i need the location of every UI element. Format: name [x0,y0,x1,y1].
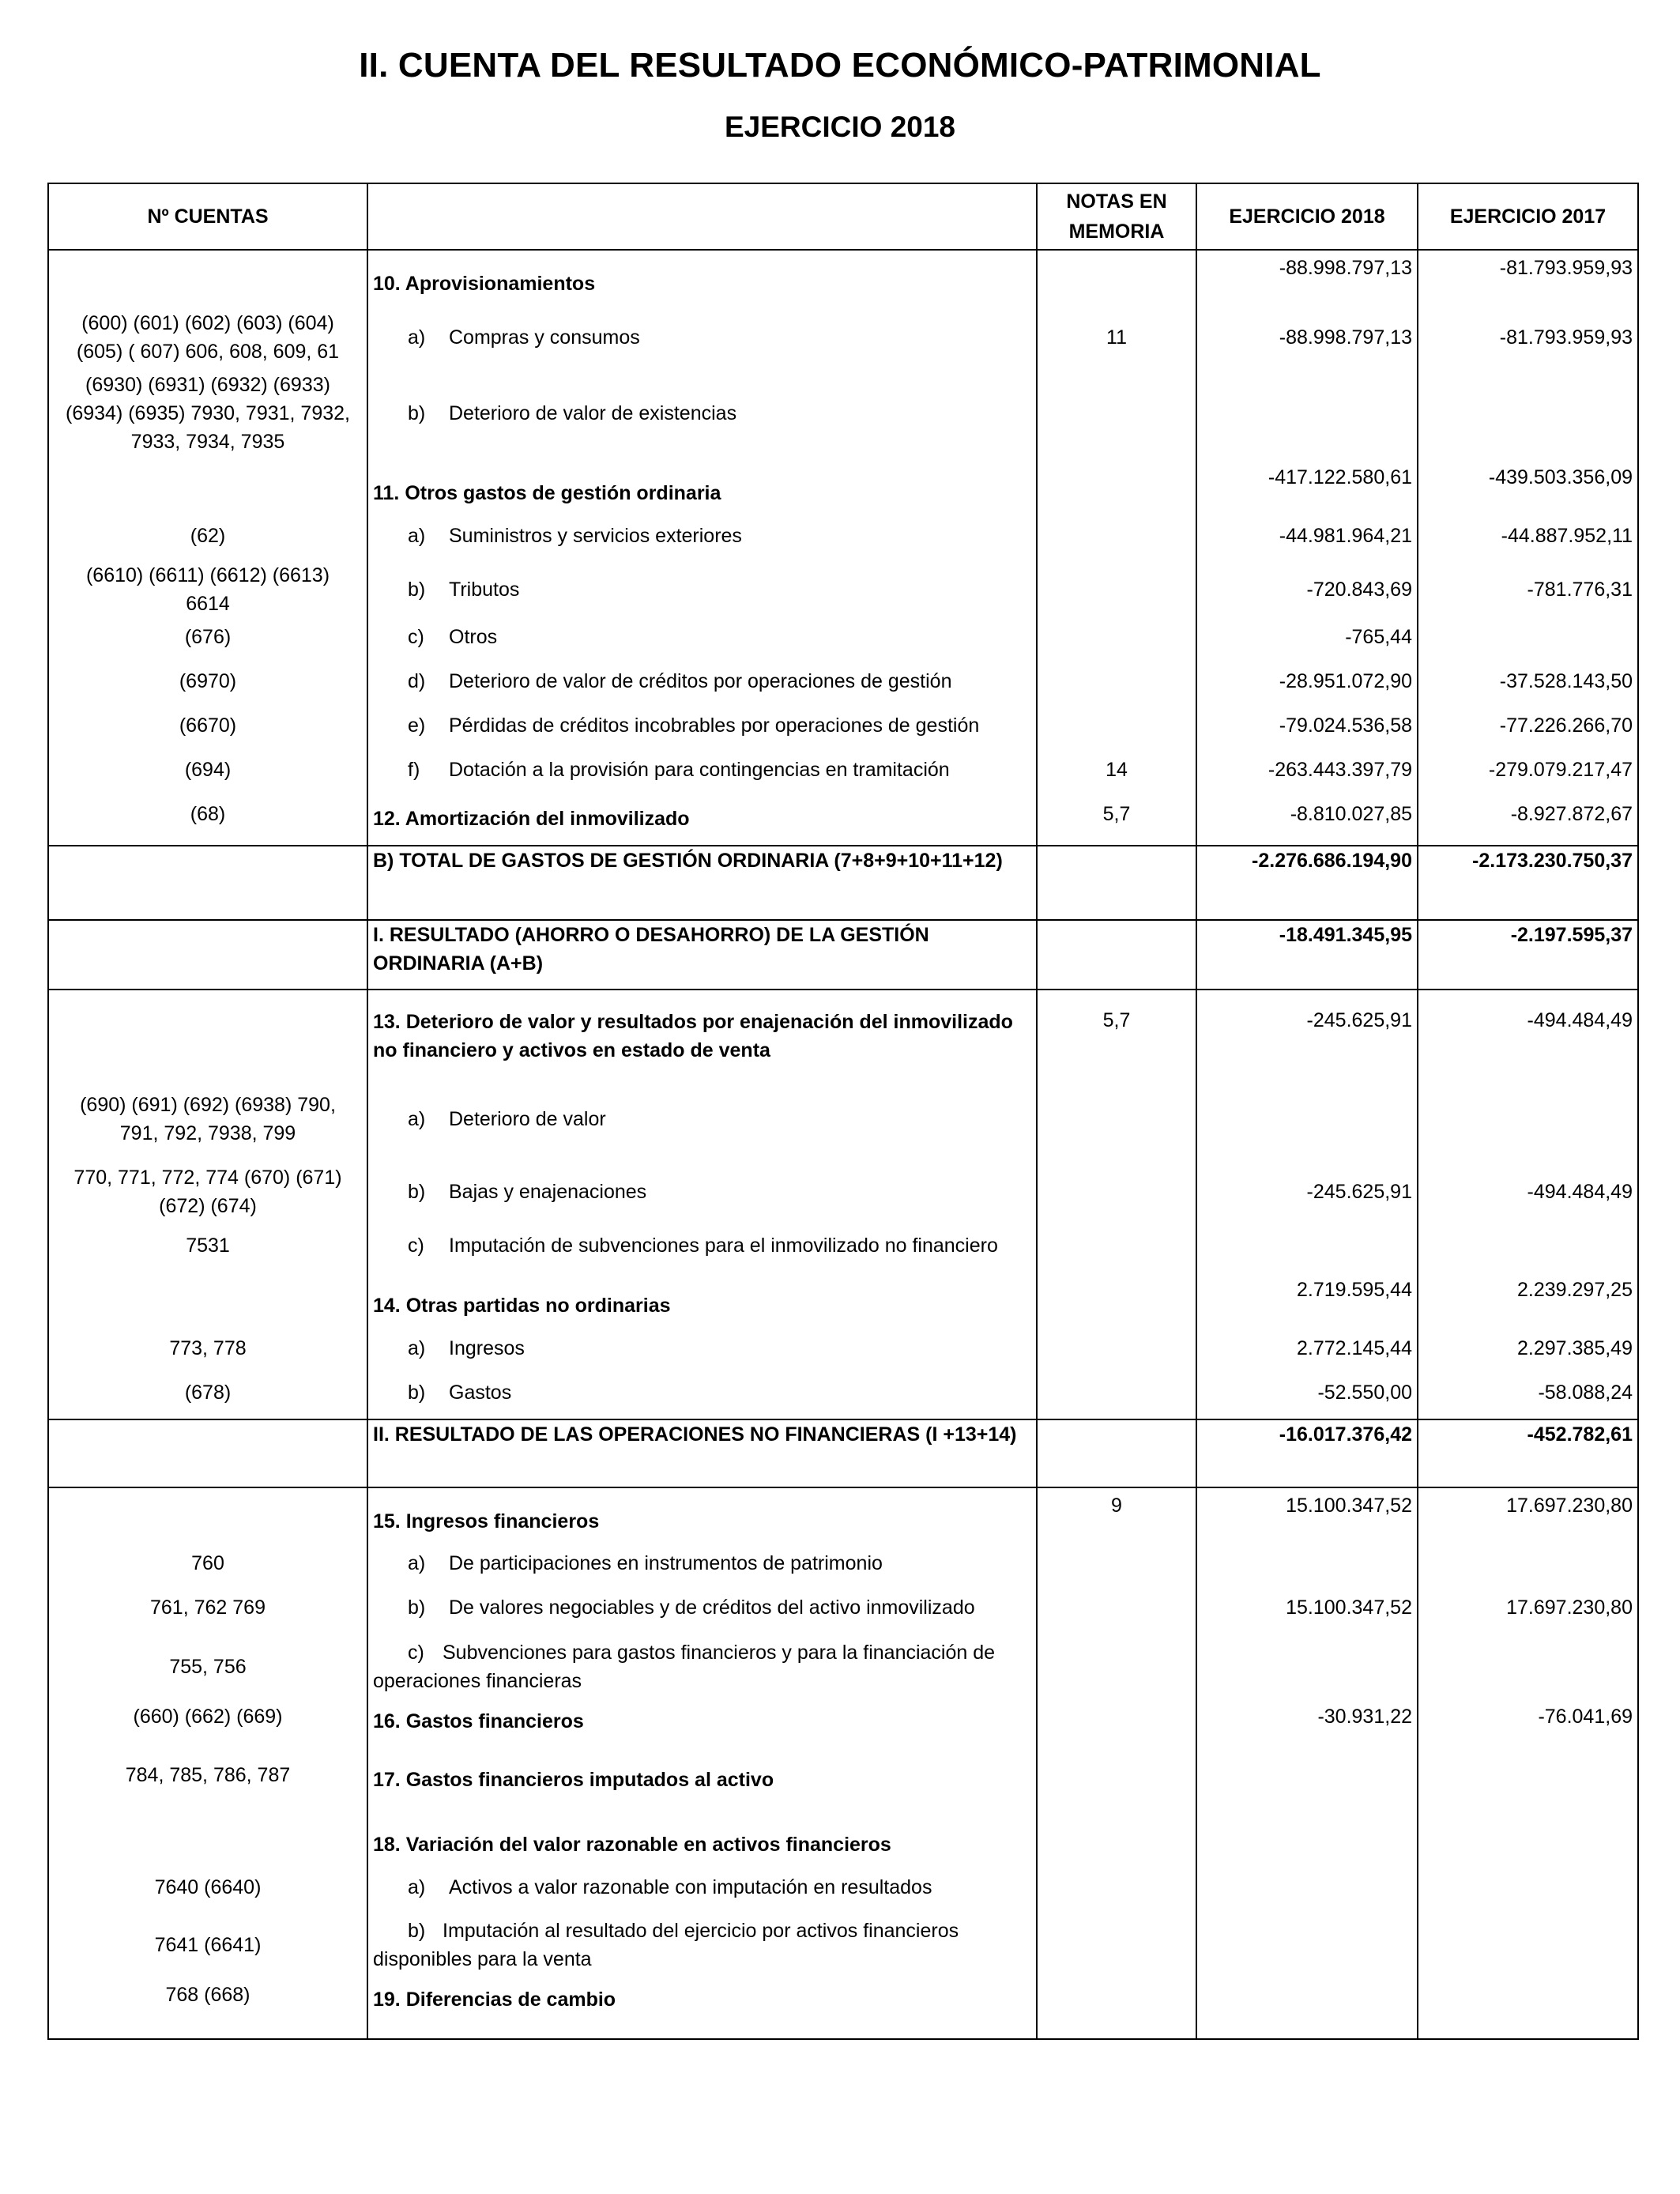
item-label: Bajas y enajenaciones [449,1181,647,1203]
concepto-cell [367,990,1037,1083]
concepto-cell [367,1870,1037,1913]
ejercicio-2018-cell: -417.122.580,61 [1196,460,1418,518]
concepto-cell [367,1758,1037,1815]
ejercicio-2017-cell: -439.503.356,09 [1418,460,1638,518]
notas-cell [1037,367,1196,460]
ejercicio-2017-cell: -494.484,49 [1418,990,1638,1083]
notas-cell [1037,1155,1196,1228]
ejercicio-2017-cell [1418,1634,1638,1699]
item-label: De valores negociables y de créditos del activo inmovilizado [449,1596,975,1619]
table-row [48,797,1638,846]
table-row [48,518,1638,560]
ejercicio-2017-cell [1418,367,1638,460]
cuentas-cell: 770, 771, 772, 774 (670) (671) (672) (674) [48,1155,367,1228]
section-label: 13. Deterioro de valor y resultados por enajenación del inmovilizado no financiero y activos en estado de venta [373,1011,1013,1061]
concepto-cell [367,1331,1037,1375]
ejercicio-2017-cell: -452.782,61 [1418,1419,1638,1487]
cuentas-cell: 773, 778 [48,1331,367,1375]
item-letter: a) [408,1876,426,1898]
item-letter: e) [408,714,426,737]
table-row [48,664,1638,708]
ejercicio-2017-cell [1418,1228,1638,1272]
ejercicio-2018-cell [1196,1228,1418,1272]
cuentas-cell: (690) (691) (692) (6938) 790, 791, 792, 7938, 799 [48,1083,367,1155]
item-label: Deterioro de valor [449,1108,606,1130]
table-row [48,1870,1638,1913]
cuentas-cell [48,460,367,518]
ejercicio-2017-cell: -8.927.872,67 [1418,797,1638,846]
concepto-cell [367,1634,1037,1699]
cuentas-cell: 768 (668) [48,1977,367,2039]
ejercicio-2017-cell: -279.079.217,47 [1418,752,1638,797]
notas-cell [1037,1913,1196,1977]
table-row [48,1228,1638,1272]
section-label: 19. Diferencias de cambio [373,1989,616,2011]
ejercicio-2018-cell: 2.772.145,44 [1196,1331,1418,1375]
ejercicio-2018-cell: -88.998.797,13 [1196,250,1418,308]
cuentas-cell: (694) [48,752,367,797]
concepto-cell [367,308,1037,367]
item-letter: b) [408,1382,426,1404]
header-concepto [367,183,1037,250]
ejercicio-2018-cell: -52.550,00 [1196,1375,1418,1419]
ejercicio-2017-cell [1418,1977,1638,2039]
ejercicio-2018-cell: -88.998.797,13 [1196,308,1418,367]
notas-cell: 14 [1037,752,1196,797]
section-label: 17. Gastos financieros imputados al activo [373,1769,774,1791]
concepto-cell [367,920,1037,990]
ejercicio-2018-cell: 15.100.347,52 [1196,1487,1418,1546]
table-row [48,1977,1638,2039]
cuentas-cell: (676) [48,620,367,664]
notas-cell [1037,1590,1196,1634]
ejercicio-2018-cell: -263.443.397,79 [1196,752,1418,797]
ejercicio-2017-cell: -781.776,31 [1418,560,1638,620]
notas-cell [1037,1228,1196,1272]
section-label: 12. Amortización del inmovilizado [373,808,690,830]
item-label: Pérdidas de créditos incobrables por operaciones de gestión [449,714,980,737]
ejercicio-2017-cell [1418,1758,1638,1815]
item-label: Imputación de subvenciones para el inmovilizado no financiero [449,1235,998,1257]
ejercicio-2017-cell: -37.528.143,50 [1418,664,1638,708]
notas-cell [1037,1272,1196,1331]
table-row [48,708,1638,752]
ejercicio-2017-cell: 2.239.297,25 [1418,1272,1638,1331]
ejercicio-2017-cell: -76.041,69 [1418,1699,1638,1758]
cuentas-cell: (600) (601) (602) (603) (604) (605) ( 607) 606, 608, 609, 61 [48,308,367,367]
ejercicio-2018-cell [1196,1634,1418,1699]
cuentas-cell [48,1272,367,1331]
notas-cell [1037,1870,1196,1913]
notas-cell [1037,620,1196,664]
total-row [48,920,1638,990]
concepto-cell [367,664,1037,708]
cuentas-cell [48,250,367,308]
ejercicio-2017-cell [1418,620,1638,664]
header-ejercicio-2018: EJERCICIO 2018 [1196,183,1418,250]
item-letter: b) [408,402,426,424]
ejercicio-2018-cell: -30.931,22 [1196,1699,1418,1758]
cuentas-cell: 7641 (6641) [48,1913,367,1977]
table-row [48,367,1638,460]
concepto-cell [367,752,1037,797]
item-letter: b) [408,1920,426,1942]
table-row [48,1487,1638,1546]
cuentas-cell [48,990,367,1083]
item-letter: d) [408,670,426,692]
ejercicio-2018-cell [1196,367,1418,460]
cuentas-cell: 760 [48,1546,367,1590]
item-label: Subvenciones para gastos financieros y para la financiación de operaciones financieras [373,1642,996,1692]
total-row [48,1419,1638,1487]
cuentas-cell: (6610) (6611) (6612) (6613) 6614 [48,560,367,620]
ejercicio-2018-cell: -18.491.345,95 [1196,920,1418,990]
table-row [48,620,1638,664]
table-row [48,1758,1638,1815]
item-letter: a) [408,1337,426,1359]
item-letter: a) [408,525,426,547]
notas-cell [1037,460,1196,518]
table-row [48,1546,1638,1590]
cuentas-cell: 7531 [48,1228,367,1272]
notas-cell [1037,1815,1196,1870]
header-notas: NOTAS EN MEMORIA [1037,183,1196,250]
ejercicio-2018-cell: 2.719.595,44 [1196,1272,1418,1331]
cuentas-cell: 7640 (6640) [48,1870,367,1913]
ejercicio-2018-cell [1196,1546,1418,1590]
header-ejercicio-2017: EJERCICIO 2017 [1418,183,1638,250]
notas-cell [1037,664,1196,708]
notas-cell: 5,7 [1037,990,1196,1083]
notas-cell [1037,1331,1196,1375]
notas-cell [1037,708,1196,752]
ejercicio-2018-cell: -765,44 [1196,620,1418,664]
concepto-cell [367,1272,1037,1331]
total-label: B) TOTAL DE GASTOS DE GESTIÓN ORDINARIA (7+8+9+10+11+12) [373,850,1003,872]
ejercicio-2018-cell: -245.625,91 [1196,990,1418,1083]
ejercicio-2018-cell: -79.024.536,58 [1196,708,1418,752]
total-label: I. RESULTADO (AHORRO O DESAHORRO) DE LA GESTIÓN ORDINARIA (A+B) [373,924,929,974]
ejercicio-2018-cell: -8.810.027,85 [1196,797,1418,846]
concepto-cell [367,797,1037,846]
table-row [48,752,1638,797]
item-label: Gastos [449,1382,512,1404]
table-row [48,250,1638,308]
ejercicio-2018-cell: -16.017.376,42 [1196,1419,1418,1487]
ejercicio-2018-cell [1196,1815,1418,1870]
ejercicio-2017-cell [1418,1913,1638,1977]
item-label: Suministros y servicios exteriores [449,525,742,547]
notas-cell [1037,1083,1196,1155]
cuentas-cell: (68) [48,797,367,846]
notas-cell [1037,1977,1196,2039]
concepto-cell [367,1155,1037,1228]
cuentas-cell [48,920,367,990]
notas-cell [1037,846,1196,920]
ejercicio-2018-cell: -44.981.964,21 [1196,518,1418,560]
notas-cell [1037,518,1196,560]
notas-cell [1037,560,1196,620]
table-row [48,990,1638,1083]
table-row [48,460,1638,518]
ejercicio-2017-cell [1418,1546,1638,1590]
table-header-row [48,183,1638,250]
notas-cell [1037,1634,1196,1699]
concepto-cell [367,1815,1037,1870]
item-label: Activos a valor razonable con imputación en resultados [449,1876,932,1898]
concepto-cell [367,1699,1037,1758]
item-letter: f) [408,759,420,781]
concepto-cell [367,620,1037,664]
item-label: Tributos [449,579,520,601]
cuentas-cell: 784, 785, 786, 787 [48,1758,367,1815]
table-row [48,1634,1638,1699]
concepto-cell [367,518,1037,560]
item-letter: b) [408,1181,426,1203]
section-label: 16. Gastos financieros [373,1710,584,1732]
concepto-cell [367,1546,1037,1590]
item-letter: b) [408,579,426,601]
concepto-cell [367,1083,1037,1155]
cuentas-cell: (660) (662) (669) [48,1699,367,1758]
concepto-cell [367,460,1037,518]
cuentas-cell: 761, 762 769 [48,1590,367,1634]
ejercicio-2017-cell [1418,1815,1638,1870]
ejercicio-2018-cell [1196,1758,1418,1815]
item-label: De participaciones en instrumentos de patrimonio [449,1552,883,1574]
ejercicio-2018-cell [1196,1083,1418,1155]
ejercicio-2017-cell: 17.697.230,80 [1418,1590,1638,1634]
item-label: Compras y consumos [449,326,640,349]
item-letter: c) [408,1235,424,1257]
concepto-cell [367,846,1037,920]
item-letter: a) [408,1108,426,1130]
item-letter: b) [408,1596,426,1619]
item-label: Deterioro de valor de créditos por operaciones de gestión [449,670,952,692]
ejercicio-2017-cell: 17.697.230,80 [1418,1487,1638,1546]
result-table [47,183,1639,2040]
section-label: 18. Variación del valor razonable en activos financieros [373,1834,891,1856]
concepto-cell [367,1375,1037,1419]
ejercicio-2017-cell: -44.887.952,11 [1418,518,1638,560]
cuentas-cell [48,846,367,920]
table-row [48,1375,1638,1419]
concepto-cell [367,708,1037,752]
concepto-cell [367,1977,1037,2039]
table-row [48,1083,1638,1155]
ejercicio-2018-cell: -2.276.686.194,90 [1196,846,1418,920]
table-row [48,1155,1638,1228]
total-label: II. RESULTADO DE LAS OPERACIONES NO FINANCIERAS (I +13+14) [373,1423,1017,1446]
ejercicio-2018-cell: -245.625,91 [1196,1155,1418,1228]
table-row [48,1815,1638,1870]
section-label: 14. Otras partidas no ordinarias [373,1295,671,1317]
cuentas-cell [48,1419,367,1487]
header-cuentas: Nº CUENTAS [48,183,367,250]
cuentas-cell: (678) [48,1375,367,1419]
notas-cell: 11 [1037,308,1196,367]
concepto-cell [367,1487,1037,1546]
concepto-cell [367,250,1037,308]
ejercicio-2017-cell: -58.088,24 [1418,1375,1638,1419]
notas-cell [1037,1699,1196,1758]
notas-cell [1037,1419,1196,1487]
concepto-cell [367,560,1037,620]
cuentas-cell [48,1487,367,1546]
ejercicio-2017-cell: -494.484,49 [1418,1155,1638,1228]
item-label: Deterioro de valor de existencias [449,402,737,424]
notas-cell: 5,7 [1037,797,1196,846]
item-label: Imputación al resultado del ejercicio por activos financieros disponibles para la venta [373,1920,959,1970]
concepto-cell [367,1228,1037,1272]
page-title: II. CUENTA DEL RESULTADO ECONÓMICO-PATRIMONIAL [359,46,1321,85]
concepto-cell [367,1419,1037,1487]
ejercicio-2018-cell [1196,1977,1418,2039]
section-label: 10. Aprovisionamientos [373,273,596,295]
section-label: 11. Otros gastos de gestión ordinaria [373,482,721,504]
notas-cell [1037,1375,1196,1419]
table-row [48,1913,1638,1977]
item-label: Dotación a la provisión para contingencias en tramitación [449,759,950,781]
table-row [48,560,1638,620]
notas-cell [1037,1546,1196,1590]
ejercicio-2018-cell: 15.100.347,52 [1196,1590,1418,1634]
concepto-cell [367,1913,1037,1977]
ejercicio-2018-cell [1196,1870,1418,1913]
ejercicio-2017-cell: -2.197.595,37 [1418,920,1638,990]
item-label: Ingresos [449,1337,525,1359]
item-label: Otros [449,626,498,648]
notas-cell [1037,250,1196,308]
table-row [48,1699,1638,1758]
notas-cell [1037,1758,1196,1815]
cuentas-cell [48,1815,367,1870]
table-row [48,308,1638,367]
notas-cell: 9 [1037,1487,1196,1546]
cuentas-cell: (6970) [48,664,367,708]
ejercicio-2018-cell: -720.843,69 [1196,560,1418,620]
total-row [48,846,1638,920]
ejercicio-2017-cell: -81.793.959,93 [1418,250,1638,308]
page-subtitle: EJERCICIO 2018 [724,111,956,143]
cuentas-cell: 755, 756 [48,1634,367,1699]
table-row [48,1590,1638,1634]
ejercicio-2017-cell: -2.173.230.750,37 [1418,846,1638,920]
cuentas-cell: (62) [48,518,367,560]
ejercicio-2017-cell [1418,1083,1638,1155]
item-letter: c) [408,1642,424,1664]
item-letter: c) [408,626,424,648]
item-letter: a) [408,1552,426,1574]
table-row [48,1272,1638,1331]
notas-cell [1037,920,1196,990]
ejercicio-2017-cell: 2.297.385,49 [1418,1331,1638,1375]
concepto-cell [367,1590,1037,1634]
cuentas-cell: (6930) (6931) (6932) (6933) (6934) (6935) 7930, 7931, 7932, 7933, 7934, 7935 [48,367,367,460]
cuentas-cell: (6670) [48,708,367,752]
table-row [48,1331,1638,1375]
ejercicio-2017-cell: -77.226.266,70 [1418,708,1638,752]
ejercicio-2017-cell [1418,1870,1638,1913]
item-letter: a) [408,326,426,349]
ejercicio-2018-cell [1196,1913,1418,1977]
concepto-cell [367,367,1037,460]
ejercicio-2018-cell: -28.951.072,90 [1196,664,1418,708]
section-label: 15. Ingresos financieros [373,1510,600,1532]
ejercicio-2017-cell: -81.793.959,93 [1418,308,1638,367]
